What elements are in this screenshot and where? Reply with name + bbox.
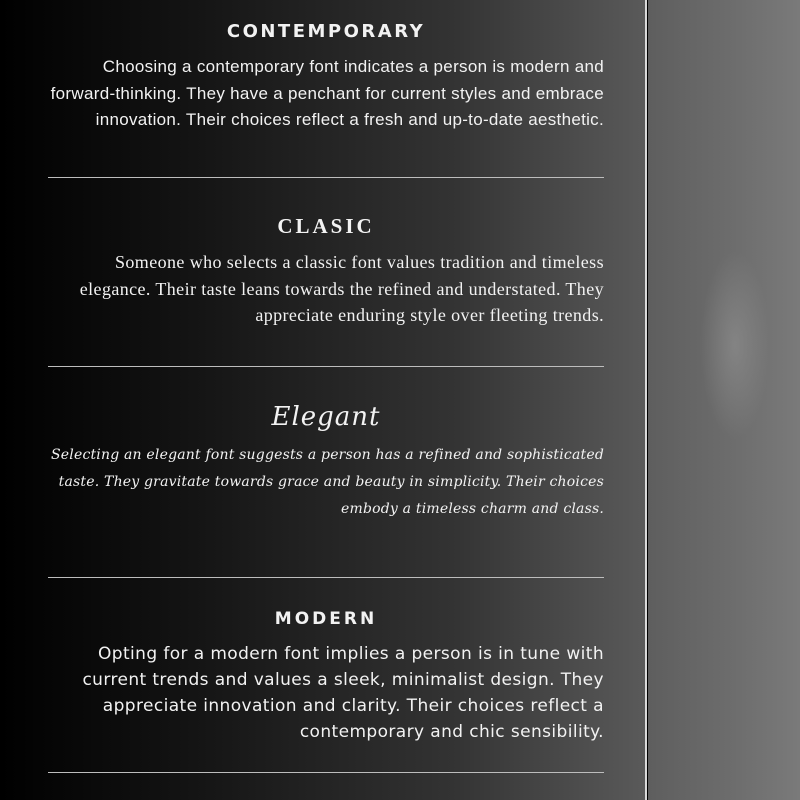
section-divider (48, 177, 604, 178)
section-heading: CLASIC (277, 214, 375, 238)
section-divider (48, 577, 604, 578)
background-shape (700, 250, 770, 440)
section-body: Choosing a contemporary font indicates a person is modern and forward-thinking. They have a penchant for current styles and embrace innovation. Their choices reflect a fresh and up-to-date aesthetic. (50, 57, 604, 129)
section-body: Someone who selects a classic font values tradition and timeless elegance. Their taste leans towards the refined and understated. They appreciate enduring style over fleeting trends. (79, 252, 604, 325)
section-divider (48, 772, 604, 773)
section-body: Selecting an elegant font suggests a person has a refined and sophisticated taste. They gravitate towards grace and beauty in simplicity. Their choices embody a timeless charm and class. (51, 447, 604, 517)
section-heading: MODERN (274, 609, 378, 629)
section-contemporary (48, 20, 604, 134)
section-elegant (48, 400, 604, 523)
section-heading: CONTEMPORARY (226, 21, 426, 42)
panel-divider (645, 0, 647, 800)
section-heading: Elegant (271, 402, 381, 432)
section-body: Opting for a modern font implies a person is in tune with current trends and values a sleek, minimalist design. They appreciate innovation and clarity. Their choices reflect a contemporary and chic sensibility. (82, 644, 604, 742)
section-divider (48, 366, 604, 367)
section-modern (48, 607, 604, 745)
section-clasic (48, 213, 604, 329)
